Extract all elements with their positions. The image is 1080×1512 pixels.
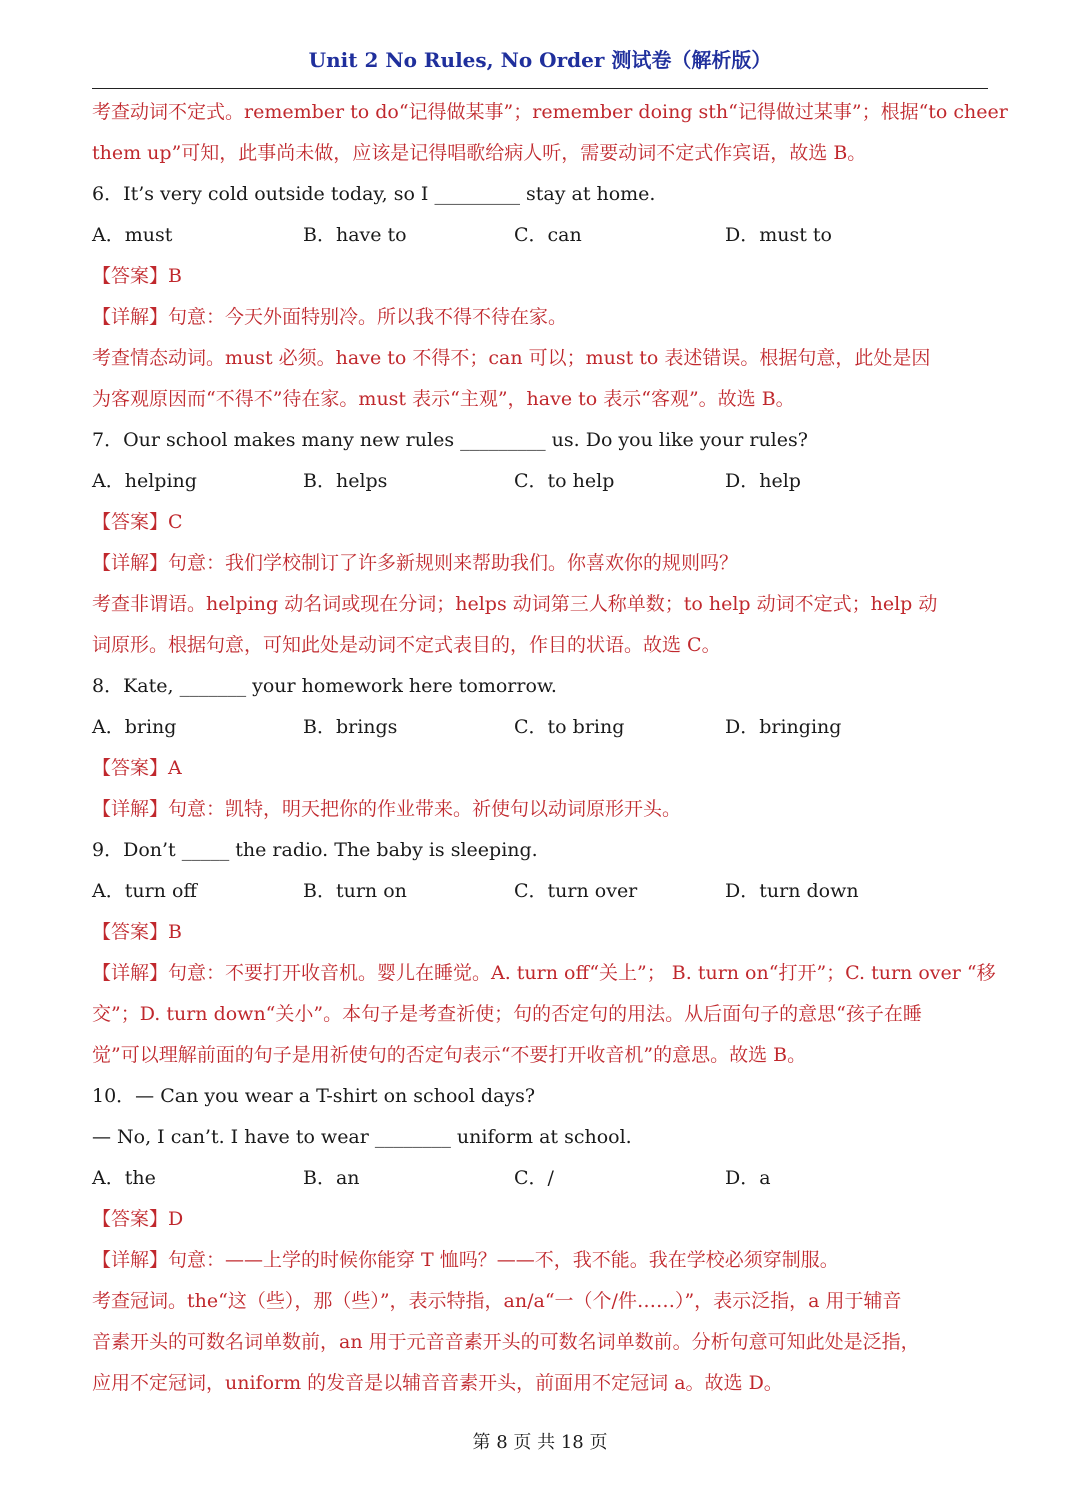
option-c: C．can [514,224,582,246]
q10-stem-2: — No, I can’t. I have to wear ________ uniform at school. [92,1126,632,1148]
q8-detail: 【详解】句意：凯特，明天把你的作业带来。祈使句以动词原形开头。 [92,798,682,820]
option-b: B．an [303,1167,360,1189]
document-body [92,92,1008,1404]
option-a: A．turn off [92,880,197,902]
page-number: 第 8 页 共 18 页 [472,1432,608,1453]
option-c: C．to bring [514,716,625,738]
q8-answer: 【答案】A [92,757,182,779]
page-header-title: Unit 2 No Rules, No Order 测试卷（解析版） [308,48,772,72]
q7-stem: 7．Our school makes many new rules _________ us. Do you like your rules? [92,429,808,451]
q9-detail-2: 交”；D. turn down“关小”。本句子是考查祈使；句的否定句的用法。从后面句子的意思“孩子在睡 [92,1003,922,1025]
q7-expl-1: 考查非谓语。helping 动名词或现在分词；helps 动词第三人称单数；to help 动词不定式；help 动 [92,593,938,615]
option-d: D．turn down [725,880,859,902]
q7-detail: 【详解】句意：我们学校制订了许多新规则来帮助我们。你喜欢你的规则吗？ [92,552,739,574]
q5-expl-1: 考查动词不定式。remember to do“记得做某事”；remember doing sth“记得做过某事”；根据“to cheer [92,101,1008,123]
option-c: C．to help [514,470,615,492]
option-c: C．/ [514,1167,554,1189]
option-a: A．the [92,1167,156,1189]
option-b: B．brings [303,716,398,738]
option-b: B．have to [303,224,407,246]
q10-expl-3: 应用不定冠词，uniform 的发音是以辅音音素开头，前面用不定冠词 a。故选 D。 [92,1372,783,1394]
option-d: D．a [725,1167,771,1189]
option-b: B．turn on [303,880,407,902]
q6-options [92,215,992,256]
q10-expl-1: 考查冠词。the“这（些），那（些）”，表示特指，an/a“一（个/件……）”，表示泛指，a 用于辅音 [92,1290,902,1312]
header-divider [92,88,988,89]
q7-expl-2: 词原形。根据句意，可知此处是动词不定式表目的，作目的状语。故选 C。 [92,634,721,656]
option-a: A．bring [92,716,177,738]
q8-stem: 8．Kate, _______ your homework here tomorrow. [92,675,557,697]
q10-options [92,1158,992,1199]
q9-detail-1: 【详解】句意：不要打开收音机。婴儿在睡觉。A. turn off“关上”； B. turn on“打开”；C. turn over “移 [92,962,996,984]
q10-expl-2: 音素开头的可数名词单数前，an 用于元音音素开头的可数名词单数前。分析句意可知此处是泛指， [92,1331,920,1353]
option-d: D．must to [725,224,832,246]
q9-stem: 9．Don’t _____ the radio. The baby is sleeping. [92,839,538,861]
option-d: D．bringing [725,716,842,738]
q6-expl-2: 为客观原因而“不得不”待在家。must 表示“主观”，have to 表示“客观”。故选 B。 [92,388,795,410]
q6-expl-1: 考查情态动词。must 必须。have to 不得不；can 可以；must to 表述错误。根据句意，此处是因 [92,347,931,369]
option-d: D．help [725,470,801,492]
q8-options [92,707,992,748]
q6-detail: 【详解】句意：今天外面特别冷。所以我不得不待在家。 [92,306,568,328]
q10-detail: 【详解】句意：——上学的时候你能穿 T 恤吗？——不，我不能。我在学校必须穿制服。 [92,1249,839,1271]
q10-answer: 【答案】D [92,1208,184,1230]
q10-stem-1: 10．— Can you wear a T-shirt on school days? [92,1085,536,1107]
q6-answer: 【答案】B [92,265,182,287]
q6-stem: 6．It’s very cold outside today, so I _________ stay at home. [92,183,656,205]
option-a: A．helping [92,470,197,492]
q7-options [92,461,992,502]
q9-answer: 【答案】B [92,921,182,943]
q9-detail-3: 觉”可以理解前面的句子是用祈使句的否定句表示“不要打开收音机”的意思。故选 B。 [92,1044,807,1066]
option-c: C．turn over [514,880,638,902]
option-b: B．helps [303,470,388,492]
option-a: A．must [92,224,173,246]
q5-expl-2: them up”可知，此事尚未做，应该是记得唱歌给病人听，需要动词不定式作宾语，故选 B。 [92,142,867,164]
q7-answer: 【答案】C [92,511,183,533]
q9-options [92,871,992,912]
